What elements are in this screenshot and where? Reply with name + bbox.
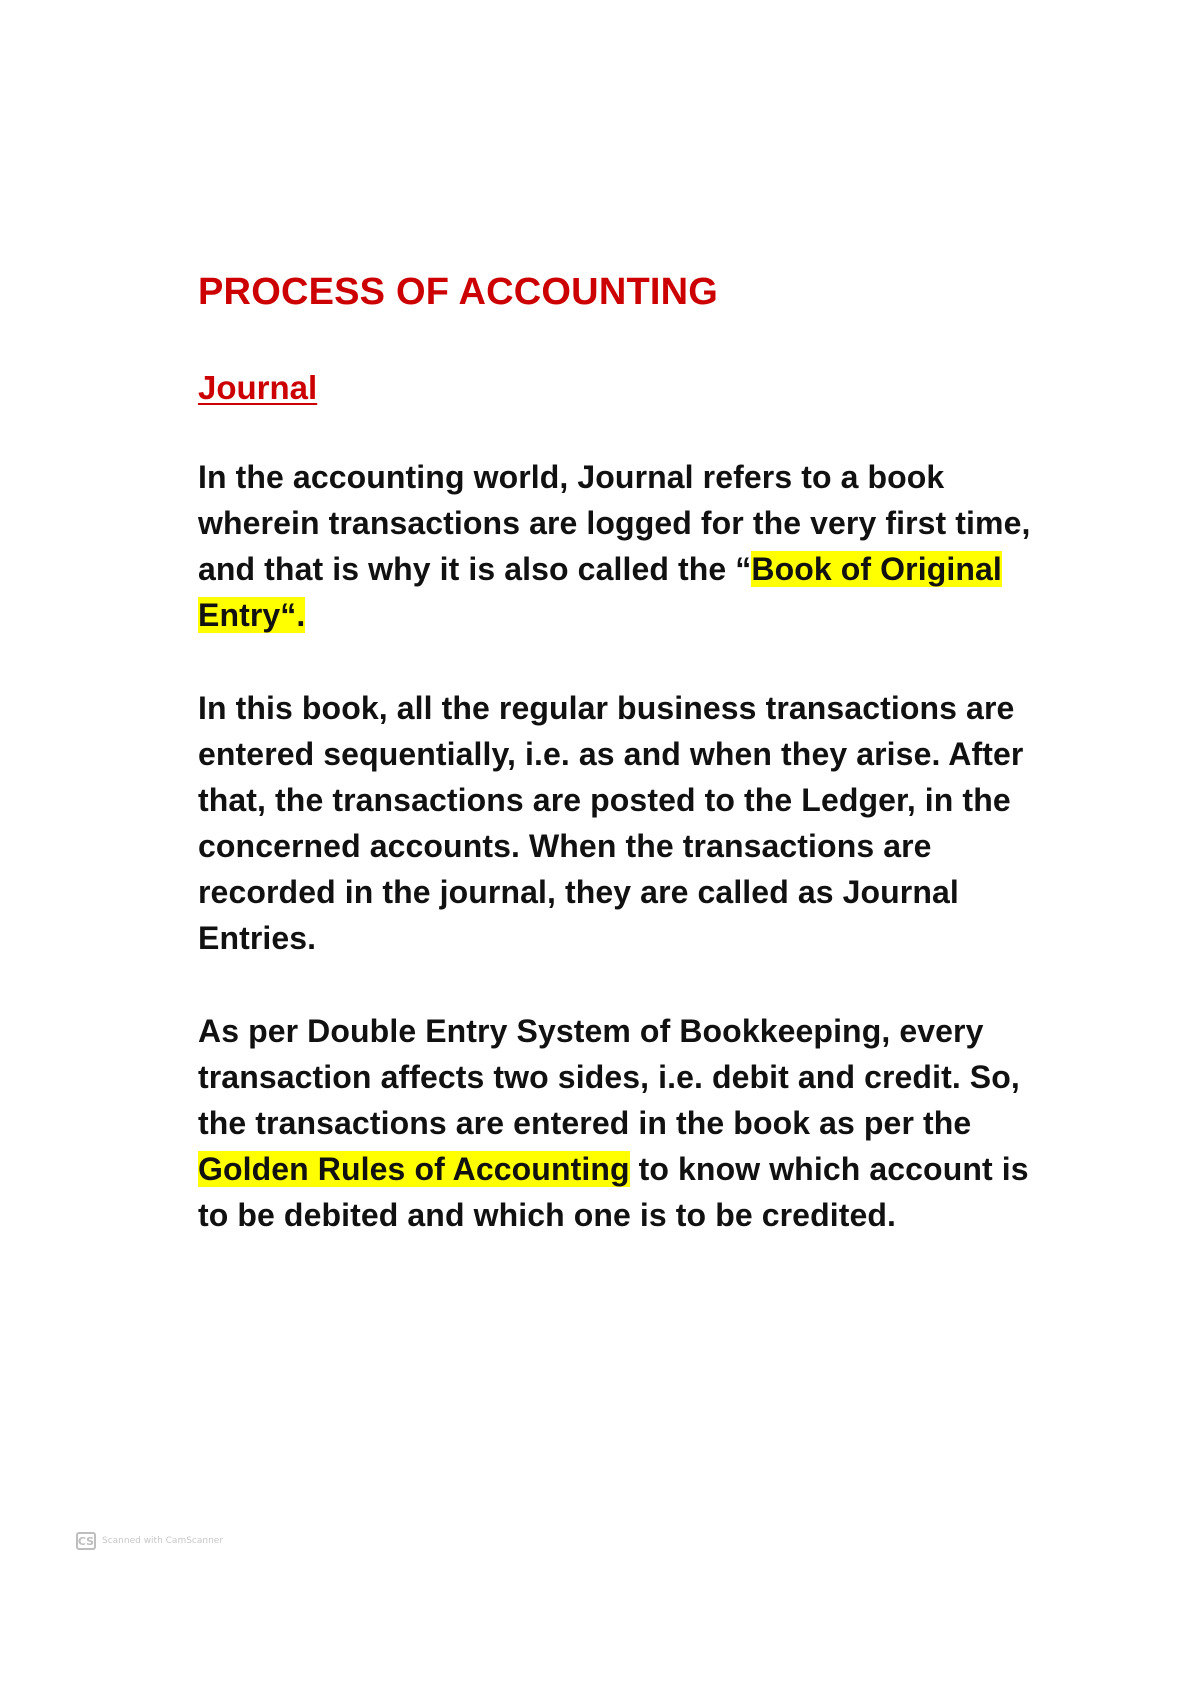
paragraph-text: As per Double Entry System of Bookkeeping, every transaction affects two sides, i.e. debit and credit. So, the transactions are entered in the book as per the [198, 1013, 1020, 1141]
document-title: PROCESS OF ACCOUNTING [198, 271, 719, 313]
paragraph-text: to know which account is to be debited and which one is to be credited. [198, 1151, 1029, 1233]
scanner-watermark [76, 1532, 223, 1550]
paragraph-text: In the accounting world, Journal refers to a book wherein transactions are logged for the very first time, and that is why it is also called the “ [198, 459, 1031, 587]
section-heading-journal: Journal [198, 369, 318, 406]
paragraph-journal-definition [198, 454, 1038, 638]
paragraph-text: . [296, 597, 306, 633]
document-content [198, 270, 1038, 1238]
highlighted-text: Golden Rules of Accounting [198, 1151, 630, 1187]
watermark-text: Scanned with CamScanner [102, 1536, 224, 1546]
camscanner-logo-icon: CS [76, 1532, 96, 1550]
paragraph-journal-entries: In this book, all the regular business transactions are entered sequentially, i.e. as and when they arise. After that, the transactions are posted to the Ledger, in the concerned accounts. When the transactions are recorded in the journal, they are called as Journal Entries. [198, 690, 1024, 956]
highlighted-text: Book of Original Entry“ [198, 551, 1002, 633]
paragraph-double-entry [198, 1008, 1038, 1238]
